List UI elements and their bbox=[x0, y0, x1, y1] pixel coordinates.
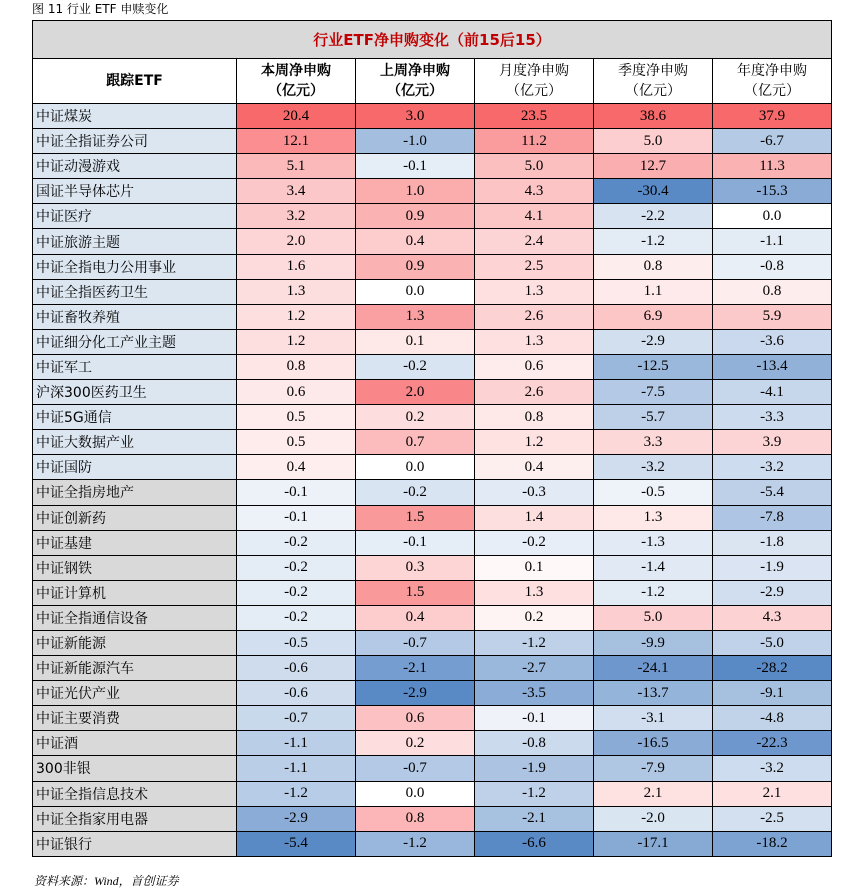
etf-name-cell: 中证银行 bbox=[33, 831, 237, 856]
source-note: 资料来源：Wind，首创证券 bbox=[34, 874, 179, 888]
value-cell: 12.7 bbox=[594, 154, 713, 179]
value-cell: 2.0 bbox=[237, 229, 356, 254]
table-row bbox=[33, 455, 832, 480]
etf-name-cell: 中证畜牧养殖 bbox=[33, 304, 237, 329]
etf-name-cell: 中证计算机 bbox=[33, 580, 237, 605]
value-cell: 4.3 bbox=[713, 605, 832, 630]
value-cell: -0.2 bbox=[237, 580, 356, 605]
column-header-line2: （亿元） bbox=[268, 83, 324, 99]
etf-name-cell: 中证动漫游戏 bbox=[33, 154, 237, 179]
table-row bbox=[33, 254, 832, 279]
value-cell: 0.1 bbox=[475, 555, 594, 580]
etf-name-cell: 中证医疗 bbox=[33, 204, 237, 229]
value-cell: 1.2 bbox=[237, 329, 356, 354]
etf-name-cell: 中证新能源汽车 bbox=[33, 656, 237, 681]
table-row bbox=[33, 179, 832, 204]
column-header-quarterly bbox=[594, 59, 713, 104]
value-cell: 0.7 bbox=[356, 430, 475, 455]
value-cell: -9.1 bbox=[713, 681, 832, 706]
header-row bbox=[33, 59, 832, 104]
value-cell: 0.6 bbox=[356, 706, 475, 731]
value-cell: 0.0 bbox=[356, 455, 475, 480]
figure-caption: 图 11 行业 ETF 申赎变化 bbox=[32, 2, 169, 16]
value-cell: 11.2 bbox=[475, 129, 594, 154]
value-cell: -0.2 bbox=[237, 605, 356, 630]
value-cell: -1.2 bbox=[594, 229, 713, 254]
value-cell: -1.2 bbox=[356, 831, 475, 856]
table-row bbox=[33, 731, 832, 756]
value-cell: -3.6 bbox=[713, 329, 832, 354]
value-cell: -0.2 bbox=[237, 555, 356, 580]
table-row bbox=[33, 555, 832, 580]
value-cell: -2.9 bbox=[713, 580, 832, 605]
table-row bbox=[33, 129, 832, 154]
column-header-line2: （亿元） bbox=[744, 83, 801, 99]
value-cell: 5.0 bbox=[475, 154, 594, 179]
value-cell: 1.4 bbox=[475, 505, 594, 530]
value-cell: -5.7 bbox=[594, 405, 713, 430]
etf-name-cell: 中证军工 bbox=[33, 354, 237, 379]
column-header-line1: 本周净申购 bbox=[261, 63, 331, 79]
value-cell: -3.5 bbox=[475, 681, 594, 706]
value-cell: 38.6 bbox=[594, 104, 713, 129]
value-cell: -3.1 bbox=[594, 706, 713, 731]
value-cell: -0.6 bbox=[237, 656, 356, 681]
value-cell: -2.1 bbox=[475, 806, 594, 831]
etf-name-cell: 沪深300医药卫生 bbox=[33, 380, 237, 405]
value-cell: -0.1 bbox=[475, 706, 594, 731]
column-header-line1: 年度净申购 bbox=[737, 63, 808, 79]
value-cell: -7.5 bbox=[594, 380, 713, 405]
value-cell: 1.3 bbox=[475, 279, 594, 304]
etf-name-cell: 中证旅游主题 bbox=[33, 229, 237, 254]
value-cell: -17.1 bbox=[594, 831, 713, 856]
value-cell: 2.6 bbox=[475, 380, 594, 405]
value-cell: 1.2 bbox=[237, 304, 356, 329]
value-cell: 6.9 bbox=[594, 304, 713, 329]
table-row bbox=[33, 781, 832, 806]
table-row bbox=[33, 229, 832, 254]
table-row bbox=[33, 806, 832, 831]
table-row bbox=[33, 329, 832, 354]
value-cell: 2.4 bbox=[475, 229, 594, 254]
value-cell: -9.9 bbox=[594, 630, 713, 655]
value-cell: -1.9 bbox=[713, 555, 832, 580]
column-header-line1: 季度净申购 bbox=[618, 63, 688, 79]
value-cell: 1.1 bbox=[594, 279, 713, 304]
table-row bbox=[33, 505, 832, 530]
value-cell: -0.1 bbox=[356, 530, 475, 555]
value-cell: 0.2 bbox=[475, 605, 594, 630]
value-cell: 2.6 bbox=[475, 304, 594, 329]
value-cell: 2.1 bbox=[594, 781, 713, 806]
etf-name-cell: 中证光伏产业 bbox=[33, 681, 237, 706]
value-cell: -4.8 bbox=[713, 706, 832, 731]
value-cell: -6.6 bbox=[475, 831, 594, 856]
value-cell: 0.2 bbox=[356, 405, 475, 430]
column-header-last-week bbox=[356, 59, 475, 104]
table-body bbox=[33, 104, 832, 857]
value-cell: -0.8 bbox=[475, 731, 594, 756]
etf-name-cell: 中证国防 bbox=[33, 455, 237, 480]
value-cell: -1.1 bbox=[713, 229, 832, 254]
etf-name-cell: 中证新能源 bbox=[33, 630, 237, 655]
table-row bbox=[33, 605, 832, 630]
value-cell: 0.5 bbox=[237, 405, 356, 430]
value-cell: 5.1 bbox=[237, 154, 356, 179]
value-cell: 12.1 bbox=[237, 129, 356, 154]
value-cell: -0.7 bbox=[356, 756, 475, 781]
value-cell: -24.1 bbox=[594, 656, 713, 681]
table-row bbox=[33, 706, 832, 731]
value-cell: -28.2 bbox=[713, 656, 832, 681]
value-cell: 0.6 bbox=[475, 354, 594, 379]
table-row bbox=[33, 204, 832, 229]
value-cell: 1.3 bbox=[594, 505, 713, 530]
column-header-line1: 月度净申购 bbox=[499, 63, 569, 79]
value-cell: 0.1 bbox=[356, 329, 475, 354]
value-cell: 3.3 bbox=[594, 430, 713, 455]
etf-flow-table bbox=[32, 20, 832, 857]
table-row bbox=[33, 580, 832, 605]
value-cell: 3.2 bbox=[237, 204, 356, 229]
column-header-name: 跟踪ETF bbox=[33, 59, 237, 104]
etf-name-cell: 中证全指通信设备 bbox=[33, 605, 237, 630]
value-cell: -2.9 bbox=[237, 806, 356, 831]
table-row bbox=[33, 405, 832, 430]
value-cell: -1.2 bbox=[475, 630, 594, 655]
table-row bbox=[33, 681, 832, 706]
value-cell: 0.8 bbox=[713, 279, 832, 304]
value-cell: -0.1 bbox=[356, 154, 475, 179]
etf-name-cell: 中证主要消费 bbox=[33, 706, 237, 731]
table-row bbox=[33, 380, 832, 405]
value-cell: -3.3 bbox=[713, 405, 832, 430]
value-cell: 0.4 bbox=[475, 455, 594, 480]
value-cell: -2.5 bbox=[713, 806, 832, 831]
value-cell: 0.0 bbox=[356, 279, 475, 304]
value-cell: 4.3 bbox=[475, 179, 594, 204]
table-row bbox=[33, 480, 832, 505]
value-cell: -2.2 bbox=[594, 204, 713, 229]
value-cell: 37.9 bbox=[713, 104, 832, 129]
table-title: 行业ETF净申购变化（前15后15） bbox=[33, 21, 832, 59]
etf-name-cell: 中证酒 bbox=[33, 731, 237, 756]
column-header-weekly bbox=[237, 59, 356, 104]
value-cell: 2.0 bbox=[356, 380, 475, 405]
value-cell: -0.2 bbox=[237, 530, 356, 555]
value-cell: -0.1 bbox=[237, 480, 356, 505]
value-cell: 2.5 bbox=[475, 254, 594, 279]
value-cell: 1.2 bbox=[475, 430, 594, 455]
value-cell: 20.4 bbox=[237, 104, 356, 129]
value-cell: -1.0 bbox=[356, 129, 475, 154]
value-cell: 4.1 bbox=[475, 204, 594, 229]
value-cell: -12.5 bbox=[594, 354, 713, 379]
value-cell: -13.4 bbox=[713, 354, 832, 379]
value-cell: 1.5 bbox=[356, 505, 475, 530]
etf-name-cell: 中证全指家用电器 bbox=[33, 806, 237, 831]
value-cell: -7.9 bbox=[594, 756, 713, 781]
etf-name-cell: 中证大数据产业 bbox=[33, 430, 237, 455]
table-row bbox=[33, 656, 832, 681]
value-cell: -4.1 bbox=[713, 380, 832, 405]
value-cell: 5.9 bbox=[713, 304, 832, 329]
value-cell: -1.8 bbox=[713, 530, 832, 555]
etf-name-cell: 国证半导体芯片 bbox=[33, 179, 237, 204]
value-cell: 0.0 bbox=[713, 204, 832, 229]
value-cell: 1.5 bbox=[356, 580, 475, 605]
value-cell: 0.3 bbox=[356, 555, 475, 580]
value-cell: 0.4 bbox=[356, 605, 475, 630]
value-cell: -2.7 bbox=[475, 656, 594, 681]
table-row bbox=[33, 279, 832, 304]
etf-name-cell: 中证钢铁 bbox=[33, 555, 237, 580]
value-cell: -1.2 bbox=[594, 580, 713, 605]
value-cell: -13.7 bbox=[594, 681, 713, 706]
value-cell: -2.9 bbox=[594, 329, 713, 354]
value-cell: 5.0 bbox=[594, 129, 713, 154]
value-cell: 0.2 bbox=[356, 731, 475, 756]
value-cell: 1.3 bbox=[237, 279, 356, 304]
column-header-line2: （亿元） bbox=[625, 83, 681, 99]
value-cell: -5.4 bbox=[237, 831, 356, 856]
value-cell: -6.7 bbox=[713, 129, 832, 154]
value-cell: 0.8 bbox=[475, 405, 594, 430]
table-row bbox=[33, 304, 832, 329]
value-cell: 0.4 bbox=[237, 455, 356, 480]
value-cell: 23.5 bbox=[475, 104, 594, 129]
table-row bbox=[33, 630, 832, 655]
value-cell: 1.3 bbox=[475, 329, 594, 354]
value-cell: 11.3 bbox=[713, 154, 832, 179]
etf-name-cell: 中证全指医药卫生 bbox=[33, 279, 237, 304]
table-row bbox=[33, 756, 832, 781]
value-cell: -2.0 bbox=[594, 806, 713, 831]
etf-name-cell: 中证基建 bbox=[33, 530, 237, 555]
etf-name-cell: 中证煤炭 bbox=[33, 104, 237, 129]
column-header-yearly bbox=[713, 59, 832, 104]
column-header-line2: （亿元） bbox=[387, 83, 443, 99]
value-cell: -2.1 bbox=[356, 656, 475, 681]
value-cell: -0.8 bbox=[713, 254, 832, 279]
value-cell: -0.5 bbox=[594, 480, 713, 505]
value-cell: -3.2 bbox=[713, 455, 832, 480]
etf-name-cell: 300非银 bbox=[33, 756, 237, 781]
value-cell: 0.8 bbox=[594, 254, 713, 279]
table-row bbox=[33, 530, 832, 555]
value-cell: 1.3 bbox=[356, 304, 475, 329]
value-cell: -0.7 bbox=[237, 706, 356, 731]
table-row bbox=[33, 104, 832, 129]
value-cell: -0.6 bbox=[237, 681, 356, 706]
etf-name-cell: 中证全指信息技术 bbox=[33, 781, 237, 806]
etf-name-cell: 中证全指电力公用事业 bbox=[33, 254, 237, 279]
table-row bbox=[33, 354, 832, 379]
value-cell: -30.4 bbox=[594, 179, 713, 204]
value-cell: 0.8 bbox=[237, 354, 356, 379]
value-cell: -0.2 bbox=[356, 354, 475, 379]
etf-name-cell: 中证全指证券公司 bbox=[33, 129, 237, 154]
etf-name-cell: 中证细分化工产业主题 bbox=[33, 329, 237, 354]
column-header-line2: （亿元） bbox=[506, 83, 562, 99]
value-cell: -1.1 bbox=[237, 756, 356, 781]
value-cell: -1.3 bbox=[594, 530, 713, 555]
value-cell: 0.4 bbox=[356, 229, 475, 254]
table-row bbox=[33, 154, 832, 179]
value-cell: -7.8 bbox=[713, 505, 832, 530]
column-header-monthly bbox=[475, 59, 594, 104]
value-cell: 1.6 bbox=[237, 254, 356, 279]
value-cell: -0.2 bbox=[475, 530, 594, 555]
value-cell: -0.2 bbox=[356, 480, 475, 505]
table-row bbox=[33, 831, 832, 856]
table-row bbox=[33, 430, 832, 455]
value-cell: -2.9 bbox=[356, 681, 475, 706]
value-cell: 1.0 bbox=[356, 179, 475, 204]
value-cell: -3.2 bbox=[713, 756, 832, 781]
value-cell: 0.9 bbox=[356, 254, 475, 279]
value-cell: -0.5 bbox=[237, 630, 356, 655]
value-cell: -1.1 bbox=[237, 731, 356, 756]
value-cell: 0.5 bbox=[237, 430, 356, 455]
value-cell: -1.2 bbox=[475, 781, 594, 806]
column-header-line1: 上周净申购 bbox=[380, 63, 450, 79]
value-cell: 0.8 bbox=[356, 806, 475, 831]
value-cell: -18.2 bbox=[713, 831, 832, 856]
value-cell: 5.0 bbox=[594, 605, 713, 630]
value-cell: 0.0 bbox=[356, 781, 475, 806]
value-cell: -16.5 bbox=[594, 731, 713, 756]
value-cell: -5.0 bbox=[713, 630, 832, 655]
etf-name-cell: 中证5G通信 bbox=[33, 405, 237, 430]
value-cell: 0.6 bbox=[237, 380, 356, 405]
etf-name-cell: 中证创新药 bbox=[33, 505, 237, 530]
value-cell: 3.0 bbox=[356, 104, 475, 129]
value-cell: -15.3 bbox=[713, 179, 832, 204]
value-cell: 3.4 bbox=[237, 179, 356, 204]
value-cell: -0.7 bbox=[356, 630, 475, 655]
value-cell: 2.1 bbox=[713, 781, 832, 806]
value-cell: -22.3 bbox=[713, 731, 832, 756]
value-cell: 1.3 bbox=[475, 580, 594, 605]
etf-name-cell: 中证全指房地产 bbox=[33, 480, 237, 505]
value-cell: -3.2 bbox=[594, 455, 713, 480]
value-cell: -0.3 bbox=[475, 480, 594, 505]
value-cell: -1.4 bbox=[594, 555, 713, 580]
value-cell: -0.1 bbox=[237, 505, 356, 530]
value-cell: -1.9 bbox=[475, 756, 594, 781]
value-cell: -1.2 bbox=[237, 781, 356, 806]
value-cell: -5.4 bbox=[713, 480, 832, 505]
value-cell: 0.9 bbox=[356, 204, 475, 229]
value-cell: 3.9 bbox=[713, 430, 832, 455]
